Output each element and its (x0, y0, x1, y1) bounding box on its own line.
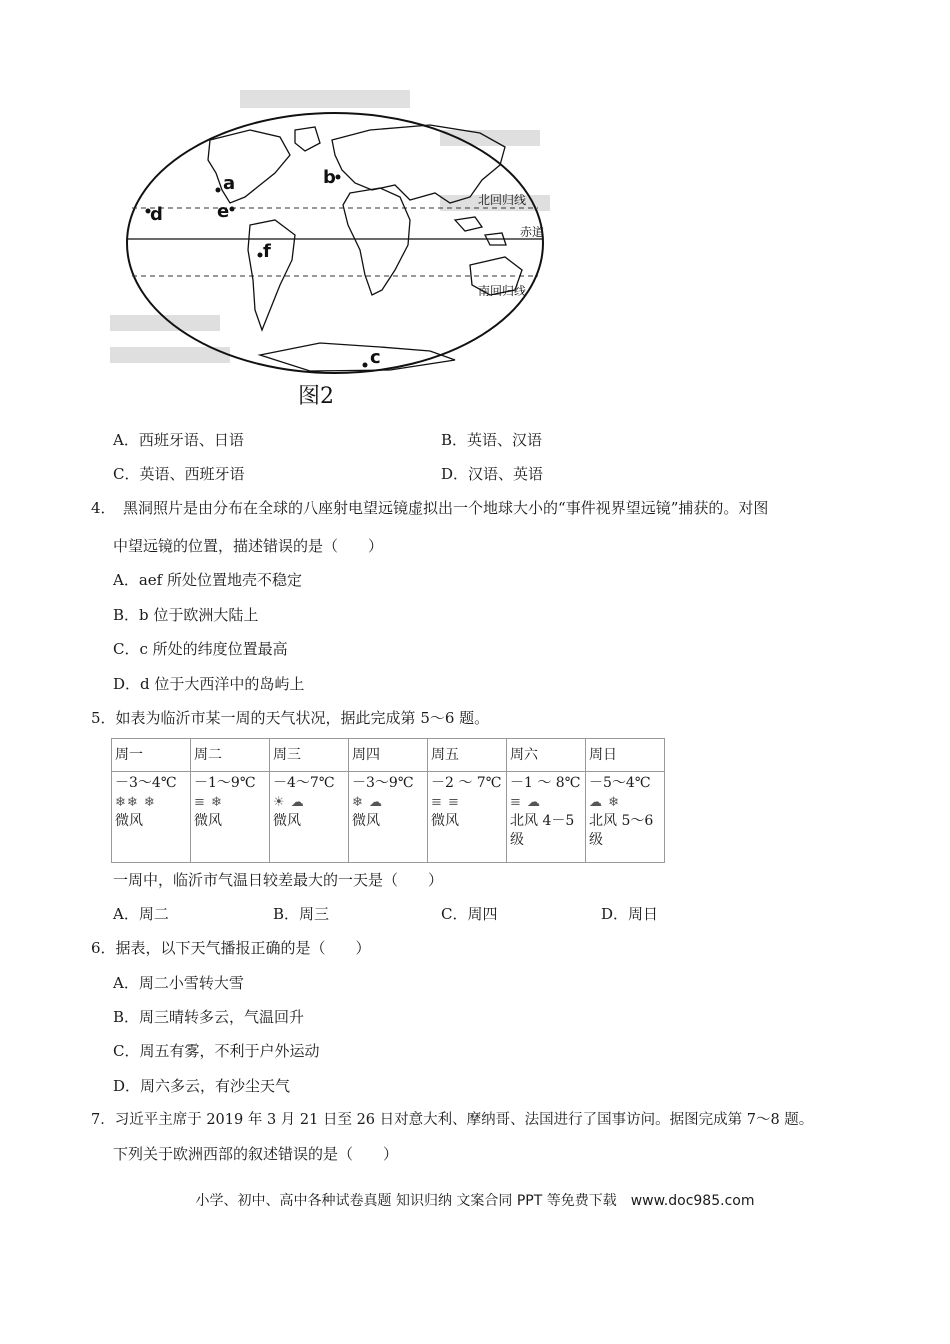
q4-option-d: D．d 位于大西洋中的岛屿上 (113, 675, 305, 693)
temperature-range: －5～4℃ (589, 775, 651, 791)
q4-option-b: B．b 位于欧洲大陆上 (113, 606, 259, 624)
weather-icon: ❄ ☁ (352, 795, 384, 810)
day-header: 周一 (112, 739, 191, 772)
q3-option-d: D．汉语、英语 (441, 465, 544, 483)
q6-option-a: A．周二小雪转大雪 (113, 974, 244, 992)
q5-option-b: B．周三 (273, 905, 330, 923)
temperature-range: －2 ～ 7℃ (431, 775, 502, 791)
weather-cell (586, 772, 665, 863)
temperature-range: －1～9℃ (194, 775, 256, 791)
temperature-range: －4～7℃ (273, 775, 335, 791)
q7-stem-line2: 下列关于欧洲西部的叙述错误的是（ ） (113, 1145, 399, 1163)
map-label-a: a (223, 173, 236, 194)
weather-icon: ☀ ☁ (273, 795, 305, 810)
label-equator: 赤道 (520, 225, 545, 239)
day-header: 周六 (507, 739, 586, 772)
wind-text: 微风 (194, 813, 222, 829)
figure-caption: 图2 (298, 384, 334, 409)
q6-option-d: D．周六多云，有沙尘天气 (113, 1077, 291, 1095)
map-label-d: d (150, 204, 163, 225)
q7-stem-line1: 7．习近平主席于 2019 年 3 月 21 日至 26 日对意大利、摩纳哥、法国进行了国事访问。据图完成第 7～8 题。 (91, 1112, 814, 1128)
q4-stem-line2: 中望远镜的位置，描述错误的是（ ） (113, 537, 384, 555)
map-label-f: f (263, 241, 271, 262)
weather-cell (191, 772, 270, 863)
label-tropic-south: 南回归线 (478, 284, 527, 298)
q5-question: 一周中，临沂市气温日较差最大的一天是（ ） (113, 871, 444, 889)
day-header: 周五 (428, 739, 507, 772)
day-header: 周二 (191, 739, 270, 772)
temperature-range: －3～4℃ (115, 775, 177, 791)
temperature-range: －1 ～ 8℃ (510, 775, 581, 791)
label-tropic-north: 北回归线 (478, 193, 527, 207)
wind-text: 微风 (273, 813, 301, 829)
day-header: 周日 (586, 739, 665, 772)
weather-icon: ≡ ❄ (194, 795, 223, 810)
weather-icon: ❄❄ ❄ (115, 795, 156, 810)
weather-icon: ≡ ☁ (510, 795, 542, 810)
q3-option-a: A．西班牙语、日语 (113, 431, 244, 449)
wind-text: 微风 (115, 813, 143, 829)
q4-stem-line1: 4． 黑洞照片是由分布在全球的八座射电望远镜虚拟出一个地球大小的“事件视界望远镜”捕获的。对图 (91, 499, 769, 517)
wind-text: 北风 5～6 级 (589, 813, 654, 848)
wind-text: 北风 4－5 级 (510, 813, 575, 848)
weather-cell (507, 772, 586, 863)
world-map-figure (110, 85, 560, 415)
q4-option-a: A．aef 所处位置地壳不稳定 (113, 571, 302, 589)
wind-text: 微风 (352, 813, 380, 829)
weather-cell (112, 772, 191, 863)
weather-cell (428, 772, 507, 863)
page-footer: 小学、初中、高中各种试卷真题 知识归纳 文案合同 PPT 等免费下载 www.doc985.com (195, 1193, 755, 1209)
q3-option-b: B．英语、汉语 (441, 431, 543, 449)
weather-cell (270, 772, 349, 863)
q4-option-c: C．c 所处的纬度位置最高 (113, 640, 288, 658)
q6-option-b: B．周三晴转多云，气温回升 (113, 1008, 305, 1026)
day-header: 周三 (270, 739, 349, 772)
q3-option-c: C．英语、西班牙语 (113, 465, 245, 483)
day-header: 周四 (349, 739, 428, 772)
wind-text: 微风 (431, 813, 459, 829)
weather-icon: ☁ ❄ (589, 795, 621, 810)
weather-icon: ≡ ≡ (431, 795, 460, 810)
q5-option-c: C．周四 (441, 905, 498, 923)
q6-stem: 6．据表，以下天气播报正确的是（ ） (91, 939, 371, 957)
q6-option-c: C．周五有雾，不利于户外运动 (113, 1042, 320, 1060)
map-label-e: e (217, 201, 230, 222)
q5-option-a: A．周二 (113, 905, 169, 923)
map-label-c: c (370, 347, 381, 368)
map-label-b: b (323, 167, 336, 188)
weather-cell (349, 772, 428, 863)
q5-option-d: D．周日 (601, 905, 659, 923)
q5-stem: 5．如表为临沂市某一周的天气状况，据此完成第 5～6 题。 (91, 709, 490, 727)
weather-table (111, 738, 665, 863)
temperature-range: －3～9℃ (352, 775, 414, 791)
